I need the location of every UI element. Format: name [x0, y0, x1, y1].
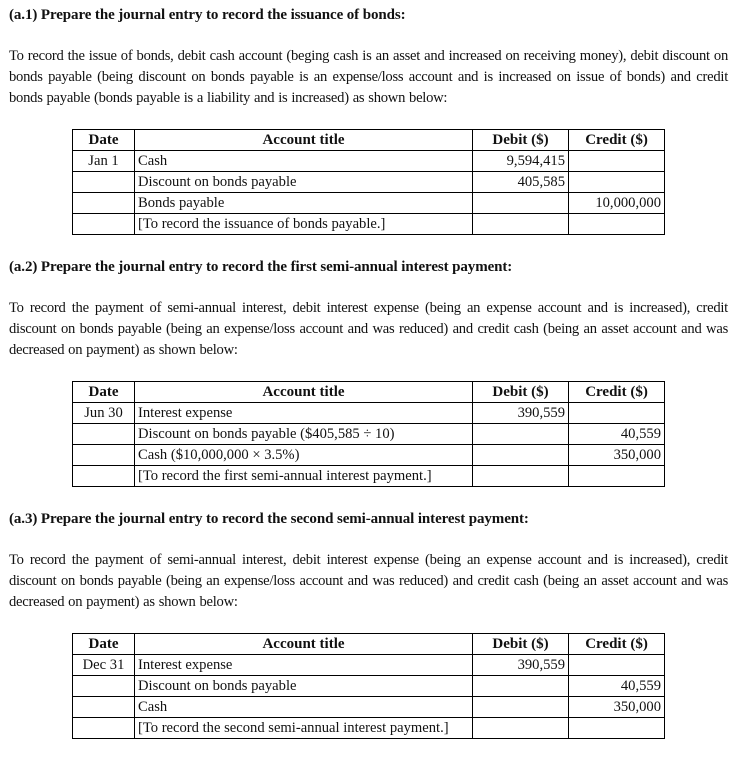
header-date: Date: [73, 382, 135, 403]
cell-account: Discount on bonds payable: [135, 172, 473, 193]
table-row: [73, 445, 665, 466]
table-row: [73, 424, 665, 445]
cell-debit: 390,559: [473, 655, 569, 676]
cell-date: [73, 193, 135, 214]
cell-credit: [569, 655, 665, 676]
table-row: [73, 214, 665, 235]
header-account-title: Account title: [135, 634, 473, 655]
cell-credit: [569, 718, 665, 739]
table-row: [73, 676, 665, 697]
cell-account: [To record the first semi-annual interest payment.]: [135, 466, 473, 487]
cell-account: Discount on bonds payable: [135, 676, 473, 697]
cell-credit: [569, 403, 665, 424]
cell-account: Interest expense: [135, 655, 473, 676]
table-row: [73, 193, 665, 214]
cell-debit: [473, 193, 569, 214]
cell-debit: [473, 445, 569, 466]
cell-account: Discount on bonds payable ($405,585 ÷ 10): [135, 424, 473, 445]
cell-debit: 9,594,415: [473, 151, 569, 172]
table-header-row: [73, 130, 665, 151]
header-debit: Debit ($): [473, 382, 569, 403]
section-paragraph-a1: To record the issue of bonds, debit cash account (beging cash is an asset and increased on receiving money), debit discount on bonds payable (being discount on bonds payable is an expense/loss account and is increased on issue of bonds) and credit bonds payable (bonds payable is a liability and is increased) as shown below:: [9, 48, 728, 106]
cell-account: Interest expense: [135, 403, 473, 424]
cell-credit: [569, 172, 665, 193]
cell-account: [To record the second semi-annual interest payment.]: [135, 718, 473, 739]
cell-debit: 405,585: [473, 172, 569, 193]
header-debit: Debit ($): [473, 130, 569, 151]
cell-date: [73, 424, 135, 445]
header-credit: Credit ($): [569, 130, 665, 151]
cell-debit: [473, 718, 569, 739]
cell-credit: [569, 151, 665, 172]
cell-date: [73, 172, 135, 193]
header-date: Date: [73, 634, 135, 655]
header-date: Date: [73, 130, 135, 151]
cell-credit: 10,000,000: [569, 193, 665, 214]
header-account-title: Account title: [135, 382, 473, 403]
journal-table-a1: [72, 129, 665, 235]
cell-credit: 350,000: [569, 697, 665, 718]
journal-table-a3: [72, 633, 665, 739]
cell-account: Bonds payable: [135, 193, 473, 214]
cell-credit: 40,559: [569, 676, 665, 697]
cell-account: Cash ($10,000,000 × 3.5%): [135, 445, 473, 466]
cell-account: Cash: [135, 151, 473, 172]
cell-date: [73, 466, 135, 487]
cell-date: Jun 30: [73, 403, 135, 424]
cell-credit: [569, 214, 665, 235]
header-credit: Credit ($): [569, 382, 665, 403]
cell-debit: [473, 697, 569, 718]
cell-credit: 350,000: [569, 445, 665, 466]
cell-account: Cash: [135, 697, 473, 718]
section-heading-a2: (a.2) Prepare the journal entry to record the first semi-annual interest payment:: [9, 259, 513, 275]
cell-debit: [473, 676, 569, 697]
table-row: [73, 697, 665, 718]
section-paragraph-a3: To record the payment of semi-annual interest, debit interest expense (being an expense account and is increased), credit discount on bonds payable (being an expense/loss account and was reduced) and credit cash (being an asset account and was decreased on payment) as shown below:: [9, 552, 728, 610]
table-header-row: [73, 634, 665, 655]
cell-date: Dec 31: [73, 655, 135, 676]
cell-debit: [473, 424, 569, 445]
journal-table-a2: [72, 381, 665, 487]
cell-debit: 390,559: [473, 403, 569, 424]
section-heading-a3: (a.3) Prepare the journal entry to record the second semi-annual interest payment:: [9, 511, 529, 527]
cell-date: [73, 697, 135, 718]
cell-date: [73, 718, 135, 739]
cell-debit: [473, 214, 569, 235]
section-paragraph-a2: To record the payment of semi-annual interest, debit interest expense (being an expense account and is increased), credit discount on bonds payable (being an expense/loss account and was reduced) and credit cash (being an asset account and was decreased on payment) as shown below:: [9, 300, 728, 358]
cell-credit: 40,559: [569, 424, 665, 445]
header-debit: Debit ($): [473, 634, 569, 655]
cell-date: [73, 445, 135, 466]
header-credit: Credit ($): [569, 634, 665, 655]
section-heading-a1: (a.1) Prepare the journal entry to record the issuance of bonds:: [9, 7, 406, 23]
table-row: [73, 466, 665, 487]
cell-debit: [473, 466, 569, 487]
table-row: [73, 655, 665, 676]
table-header-row: [73, 382, 665, 403]
table-row: [73, 151, 665, 172]
cell-date: [73, 676, 135, 697]
cell-account: [To record the issuance of bonds payable.]: [135, 214, 473, 235]
cell-date: [73, 214, 135, 235]
table-row: [73, 403, 665, 424]
header-account-title: Account title: [135, 130, 473, 151]
table-row: [73, 718, 665, 739]
table-row: [73, 172, 665, 193]
cell-date: Jan 1: [73, 151, 135, 172]
cell-credit: [569, 466, 665, 487]
